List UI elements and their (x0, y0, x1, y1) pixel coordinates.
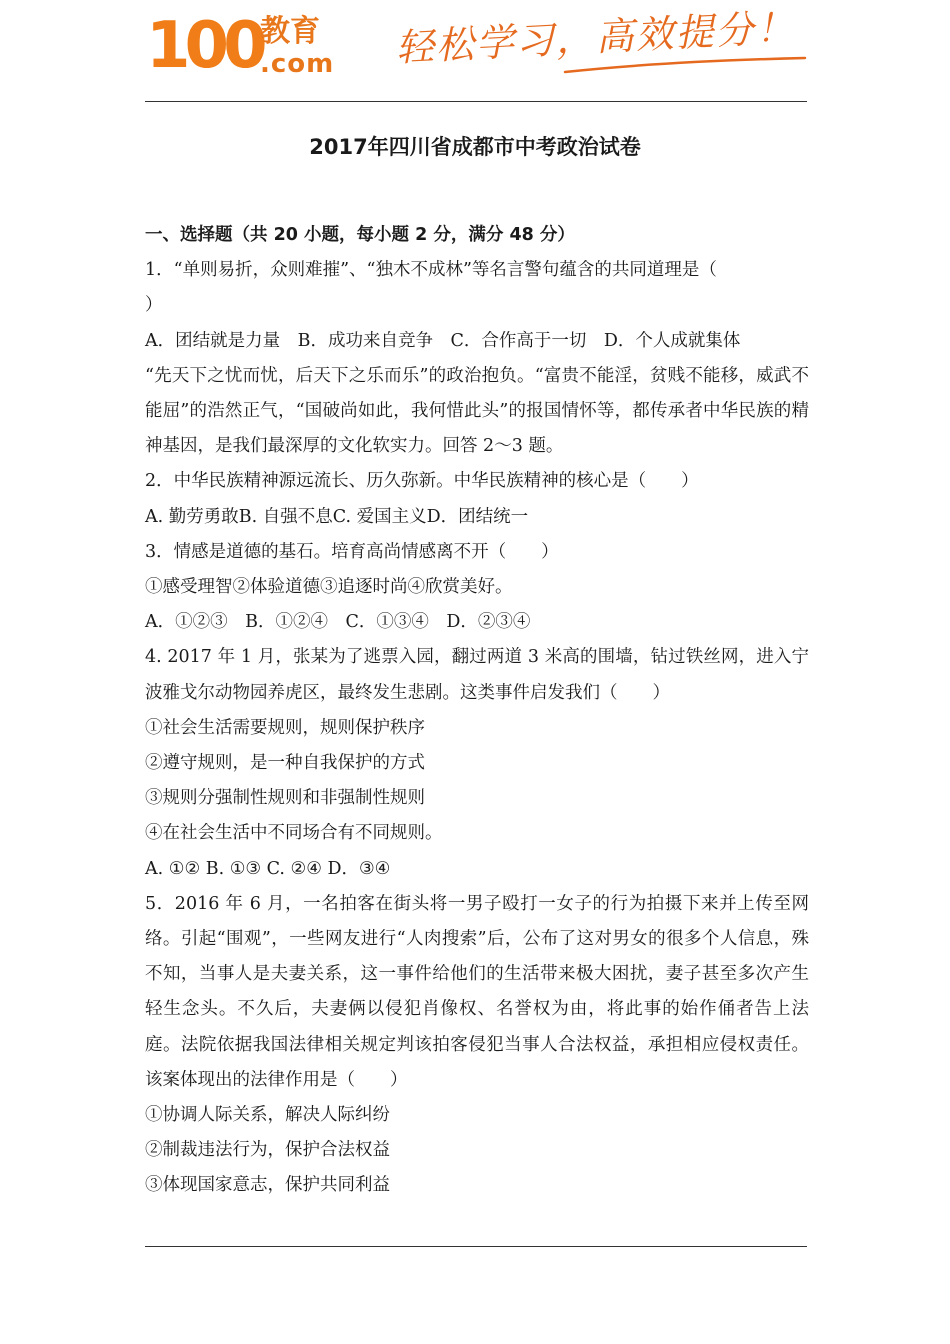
section-heading: 一、选择题（共 20 小题，每小题 2 分，满分 48 分） (145, 225, 575, 245)
question-2-stem: 2．中华民族精神源远流长、历久弥新。中华民族精神的核心是（ ） (145, 471, 699, 492)
question-4-statement-1: ①社会生活需要规则，规则保护秩序 (145, 717, 425, 738)
logo-jiaoyu: 教育 (260, 14, 320, 49)
question-2-options: A. 勤劳勇敢B. 自强不息C. 爱国主义D．团结统一 (145, 506, 529, 527)
question-1-stem: 1．“单则易折，众则难摧”、“独木不成林”等名言警句蕴含的共同道理是（ (145, 260, 717, 281)
question-5-statement-2: ②制裁违法行为，保护合法权益 (145, 1140, 390, 1161)
question-1-options: A．团结就是力量 B．成功来自竞争 C．合作高于一切 D．个人成就集体 (145, 330, 741, 351)
exam-content (145, 218, 809, 1204)
question-5-statement-3: ③体现国家意志，保护共同利益 (145, 1175, 390, 1196)
question-1-stem-end: ） (145, 295, 163, 316)
question-4-statement-4: ④在社会生活中不同场合有不同规则。 (145, 823, 443, 844)
question-4-stem: 4. 2017 年 1 月，张某为了逃票入园，翻过两道 3 米高的围墙，钻过铁丝网，进入宁波雅戈尔动物园养虎区，最终发生悲剧。这类事件启发我们（ ） (145, 647, 809, 703)
question-3-options: A．①②③ B．①②④ C．①③④ D．②③④ (145, 612, 531, 633)
question-5-stem: 5．2016 年 6 月，一名拍客在街头将一男子殴打一女子的行为拍摄下来并上传至网络。引起“围观”，一些网友进行“人肉搜索”后，公布了这对男女的很多个人信息，殊不知，当事人是夫妻关系，这一事件给他们的生活带来极大困扰，妻子甚至多次产生轻生念头。不久后，夫妻俩以侵犯肖像权、名誉权为由，将此事的始作俑者告上法庭。法院依据我国法律相关规定判该拍客侵犯当事人合法权益，承担相应侵权责任。该案体现出的法律作用是（ ） (145, 893, 809, 1090)
question-5-statement-1: ①协调人际关系，解决人际纠纷 (145, 1105, 390, 1126)
footer-divider (145, 1246, 807, 1247)
question-4-options: A. ①② B. ①③ C. ②④ D．③④ (145, 858, 391, 879)
question-3-statements: ①感受理智②体验道德③追逐时尚④欣赏美好。 (145, 577, 513, 598)
question-4-statement-2: ②遵守规则，是一种自我保护的方式 (145, 753, 425, 774)
slogan: 轻松学习，高效提分！ (394, 5, 797, 70)
brand-logo (146, 9, 366, 84)
logo-com: .com (260, 49, 335, 79)
question-4-statement-3: ③规则分强制性规则和非强制性规则 (145, 788, 425, 809)
page-title: 2017年四川省成都市中考政治试卷 (309, 135, 641, 159)
material-passage: “先天下之忧而忧，后天下之乐而乐”的政治抱负。“富贵不能淫，贫贱不能移，威武不能屈”的浩然正气，“国破尚如此，我何惜此头”的报国情怀等，都传承者中华民族的精神基因，是我们最深厚的文化软实力。回答 2～3 题。 (145, 365, 809, 457)
question-3-stem: 3．情感是道德的基石。培育高尚情感离不开（ ） (145, 541, 559, 562)
header-divider (145, 101, 807, 102)
page-header (0, 0, 950, 100)
slogan-swoosh-icon (560, 50, 810, 80)
logo-number: 100 (146, 9, 262, 83)
